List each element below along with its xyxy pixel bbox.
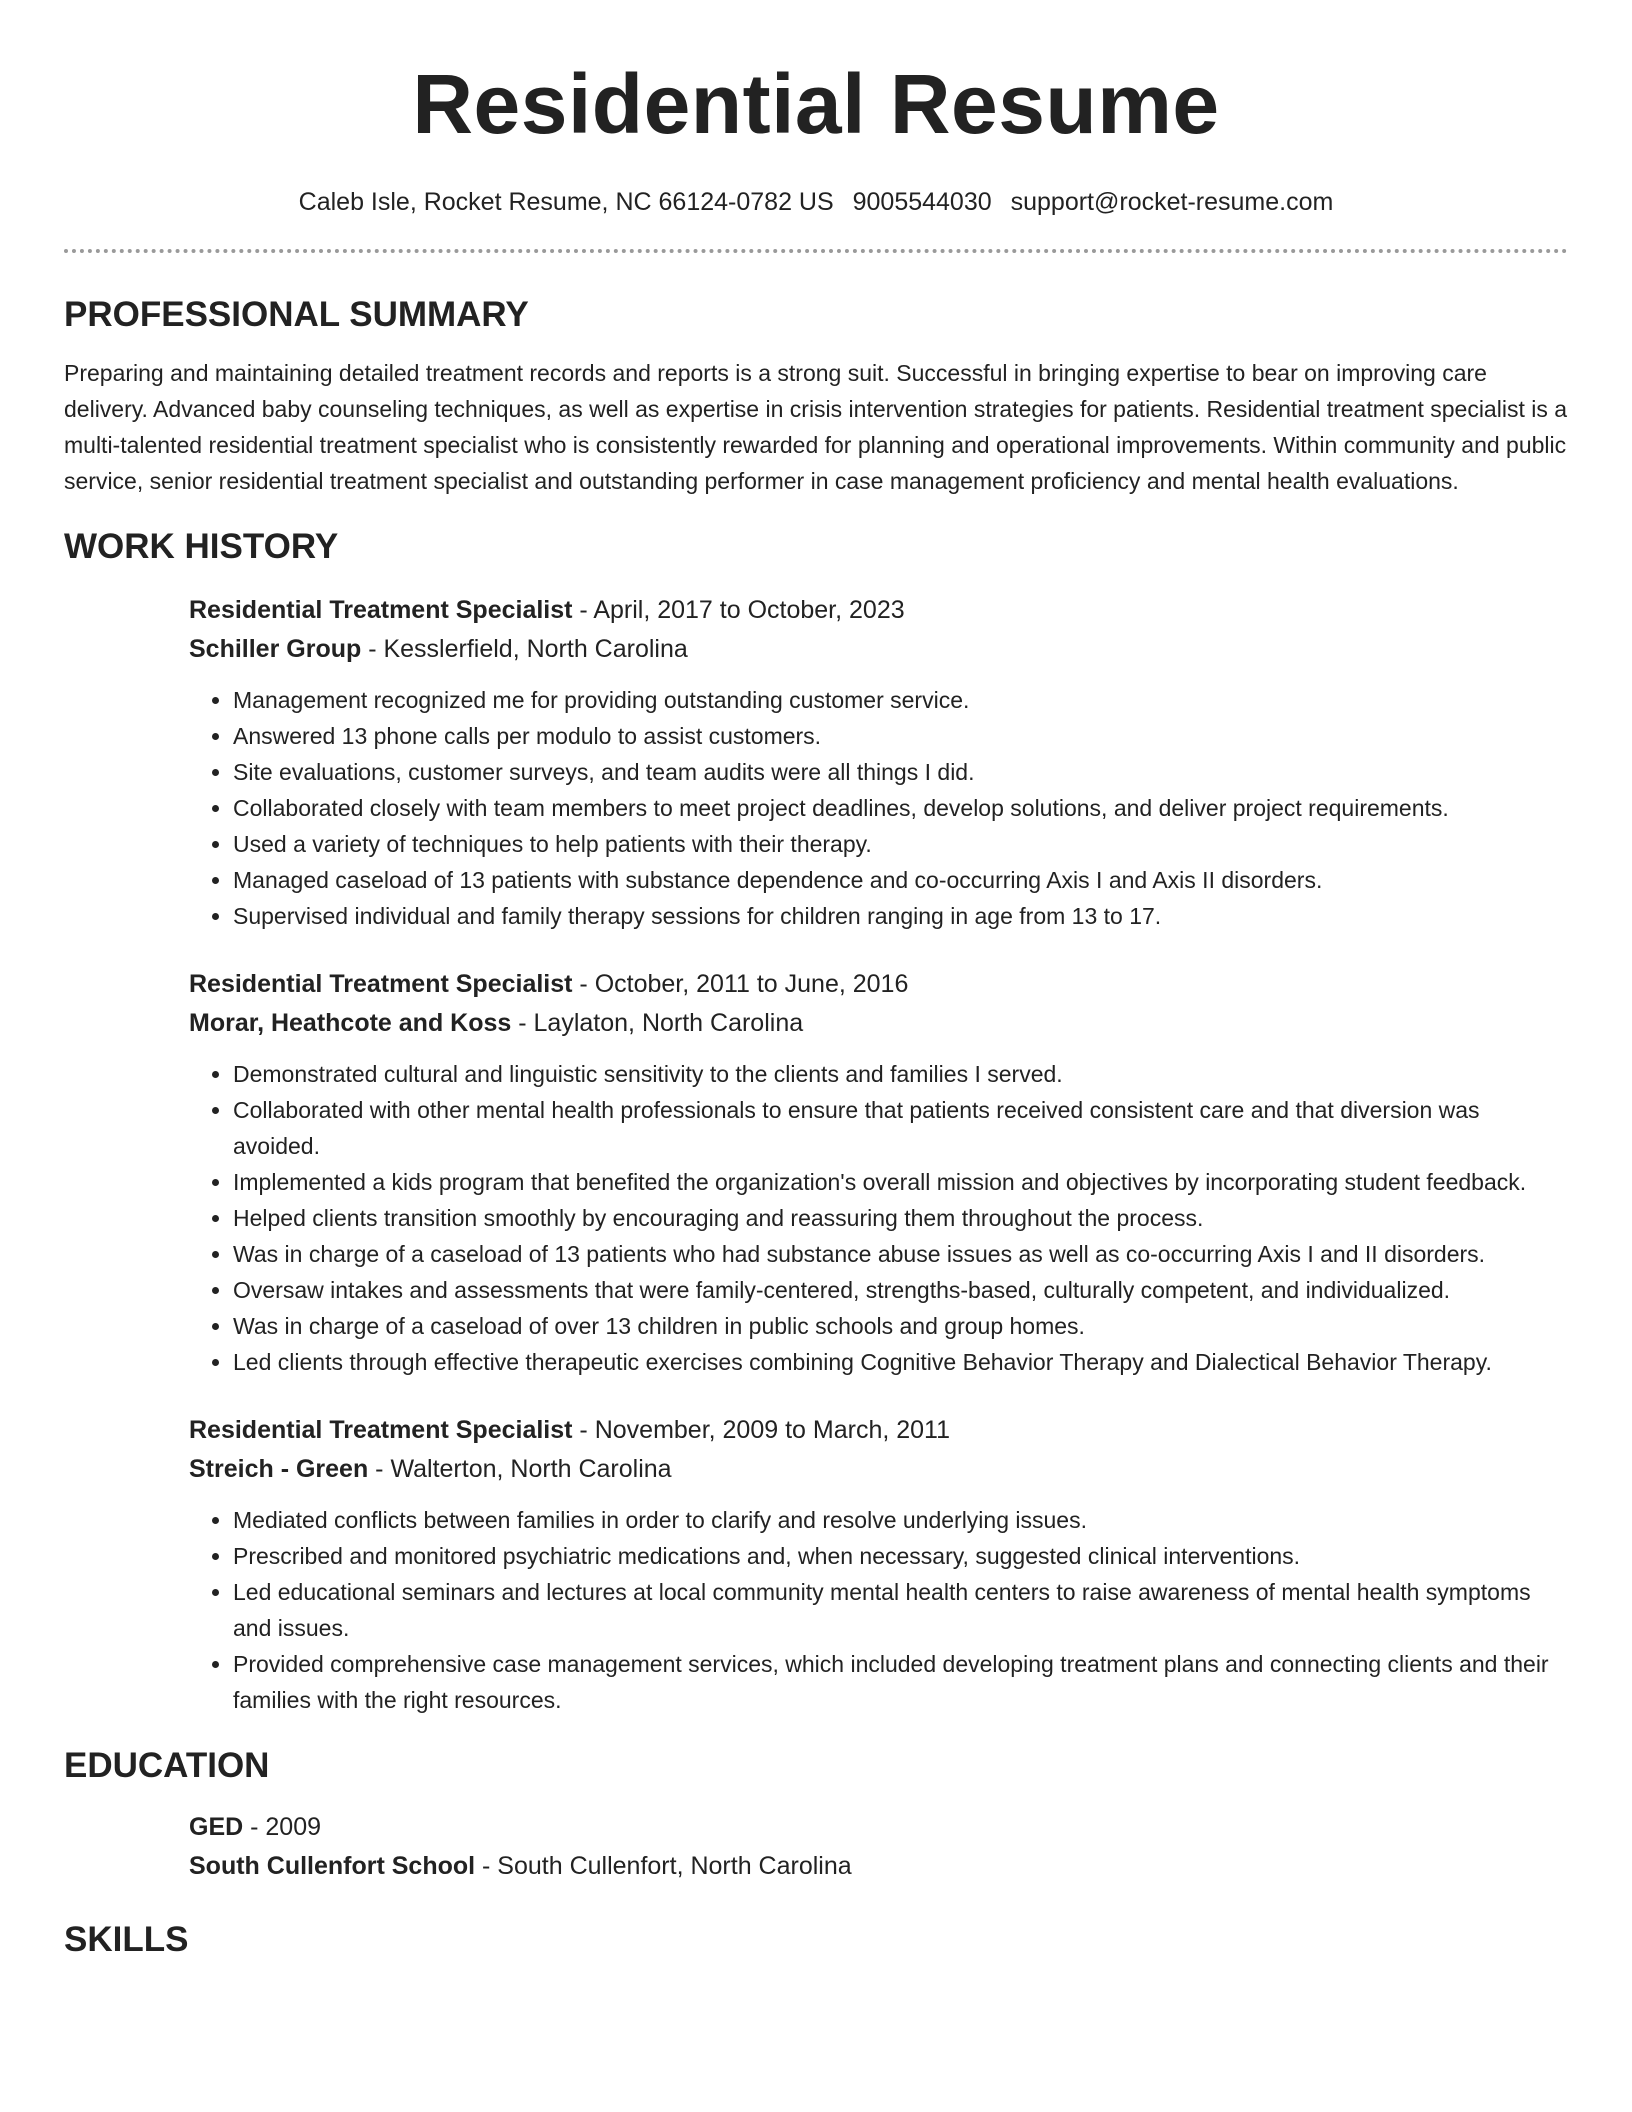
job-title-line (189, 591, 1568, 630)
contact-email: support@rocket-resume.com (1010, 188, 1334, 216)
job-bullet: • Used a variety of techniques to help patients with their therapy. (233, 826, 1568, 862)
job-bullet: • Demonstrated cultural and linguistic sensitivity to the clients and families I served. (233, 1056, 1568, 1092)
job-bullet: • Implemented a kids program that benefited the organization's overall mission and objectives by incorporating student feedback. (233, 1164, 1568, 1200)
section-title-skills: SKILLS (64, 1920, 189, 1959)
job-bullet: • Supervised individual and family therapy sessions for children ranging in age from 13 to 17. (233, 898, 1568, 934)
summary-text: Preparing and maintaining detailed treatment records and reports is a strong suit. Successful in bringing expertise to bear on improving care delivery. Advanced baby counseling techniques, as well as expertise in crisis intervention strategies for patients. Residential treatment specialist is a multi-talented residential treatment specialist who is consistently rewarded for planning and operational improvements. Within community and public service, senior residential treatment specialist and outstanding performer in case management proficiency and mental health evaluations. (64, 360, 1568, 494)
job-role: Residential Treatment Specialist (189, 596, 573, 624)
education-year: - 2009 (243, 1813, 322, 1841)
job-title-line (189, 965, 1568, 1004)
education-degree-line (189, 1808, 1568, 1847)
job-entry (189, 1411, 1568, 1718)
education-entry (189, 1808, 1568, 1886)
section-title-work: WORK HISTORY (64, 527, 339, 566)
job-bullet: • Helped clients transition smoothly by encouraging and reassuring them throughout the process. (233, 1200, 1568, 1236)
contact-phone: 9005544030 (852, 188, 992, 216)
job-bullet: • Provided comprehensive case management services, which included developing treatment plans and connecting clients and their families with the right resources. (233, 1646, 1568, 1718)
job-entry (189, 591, 1568, 934)
job-company: Schiller Group (189, 635, 362, 663)
resume-title: Residential Resume (412, 57, 1220, 151)
job-bullet: • Led educational seminars and lectures at local community mental health centers to raise awareness of mental health symptoms and issues. (233, 1574, 1568, 1646)
job-company-line (189, 630, 1568, 669)
header-divider (64, 249, 1568, 253)
section-title-summary: PROFESSIONAL SUMMARY (64, 295, 529, 334)
job-bullet: • Site evaluations, customer surveys, and team audits were all things I did. (233, 754, 1568, 790)
job-bullet: • Answered 13 phone calls per modulo to assist customers. (233, 718, 1568, 754)
job-bullet: • Mediated conflicts between families in order to clarify and resolve underlying issues. (233, 1502, 1568, 1538)
job-title-line (189, 1411, 1568, 1450)
contact-line (64, 185, 1568, 219)
job-bullet: • Prescribed and monitored psychiatric medications and, when necessary, suggested clinical interventions. (233, 1538, 1568, 1574)
job-entry (189, 965, 1568, 1380)
contact-address: Caleb Isle, Rocket Resume, NC 66124-0782 US (298, 188, 834, 216)
job-bullet: • Collaborated closely with team members to meet project deadlines, develop solutions, and deliver project requirements. (233, 790, 1568, 826)
education-school: South Cullenfort School (189, 1852, 476, 1880)
job-bullet: • Was in charge of a caseload of 13 patients who had substance abuse issues as well as co-occurring Axis I and II disorders. (233, 1236, 1568, 1272)
job-dates: - October, 2011 to June, 2016 (572, 970, 909, 998)
job-bullet: • Led clients through effective therapeutic exercises combining Cognitive Behavior Therapy and Dialectical Behavior Therapy. (233, 1344, 1568, 1380)
education-location: - South Cullenfort, North Carolina (475, 1852, 852, 1880)
job-bullets (189, 1502, 1568, 1718)
job-bullet: • Management recognized me for providing outstanding customer service. (233, 682, 1568, 718)
resume-page (64, 0, 1568, 1960)
job-bullet: • Managed caseload of 13 patients with substance dependence and co-occurring Axis I and Axis II disorders. (233, 862, 1568, 898)
job-bullet: • Oversaw intakes and assessments that were family-centered, strengths-based, culturally competent, and individualized. (233, 1272, 1568, 1308)
job-location: - Walterton, North Carolina (368, 1455, 672, 1483)
job-location: - Laylaton, North Carolina (511, 1009, 804, 1037)
job-role: Residential Treatment Specialist (189, 970, 573, 998)
job-company-line (189, 1450, 1568, 1489)
job-dates: - November, 2009 to March, 2011 (572, 1416, 950, 1444)
job-company: Streich - Green (189, 1455, 369, 1483)
job-dates: - April, 2017 to October, 2023 (572, 596, 905, 624)
job-bullet: • Was in charge of a caseload of over 13 children in public schools and group homes. (233, 1308, 1568, 1344)
job-role: Residential Treatment Specialist (189, 1416, 573, 1444)
job-company-line (189, 1004, 1568, 1043)
job-location: - Kesslerfield, North Carolina (361, 635, 688, 663)
job-bullet: • Collaborated with other mental health professionals to ensure that patients received consistent care and that diversion was avoided. (233, 1092, 1568, 1164)
section-title-education: EDUCATION (64, 1746, 270, 1785)
education-school-line (189, 1847, 1568, 1886)
education-degree: GED (189, 1813, 244, 1841)
job-bullets (189, 682, 1568, 934)
job-bullets (189, 1056, 1568, 1380)
job-company: Morar, Heathcote and Koss (189, 1009, 512, 1037)
